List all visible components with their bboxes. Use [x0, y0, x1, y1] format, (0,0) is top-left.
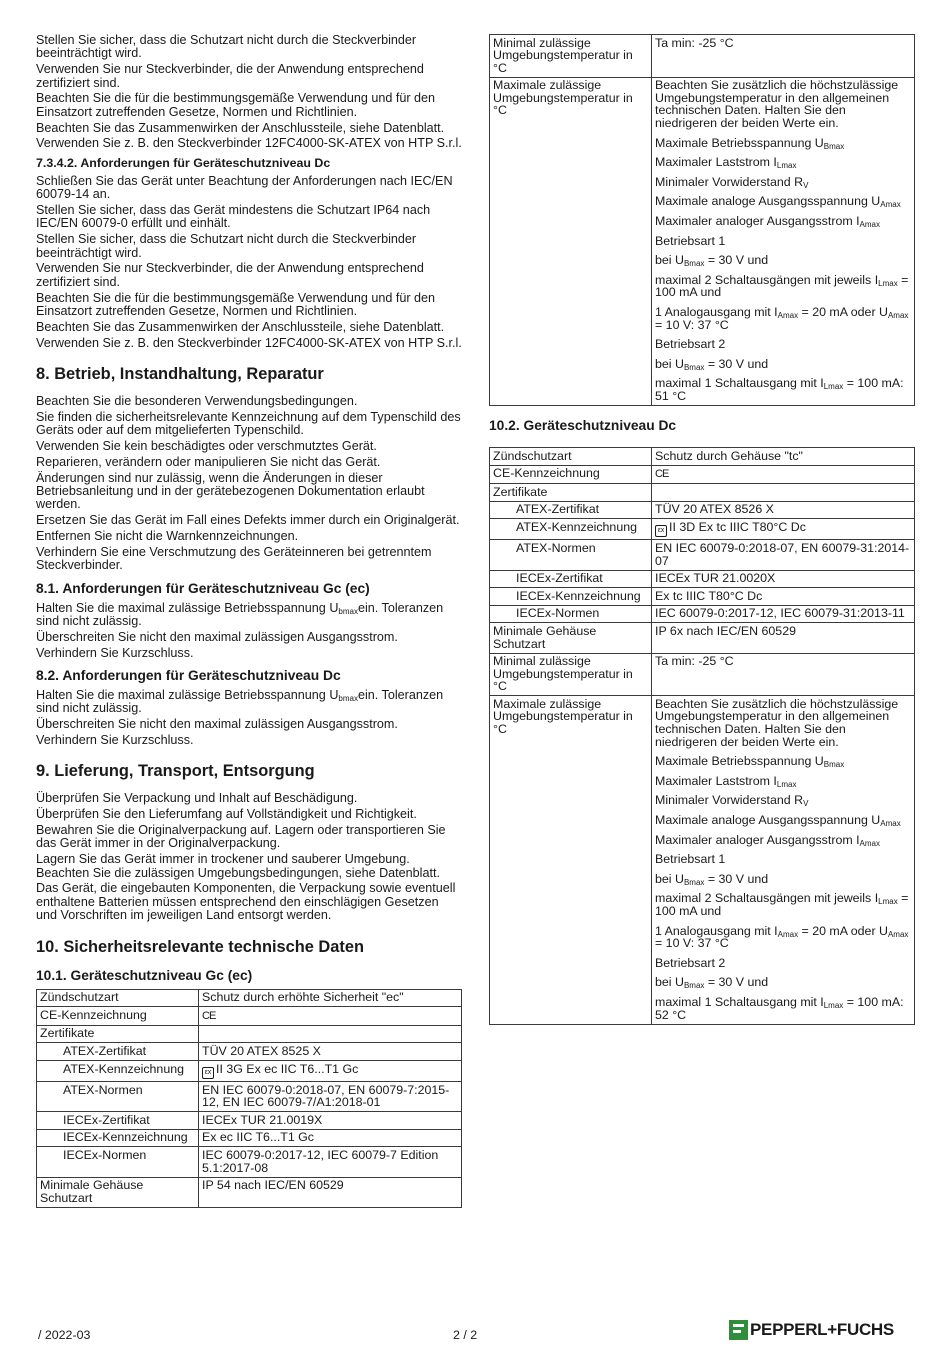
- table-row: [37, 1112, 462, 1130]
- table-row: [490, 623, 915, 653]
- text: = 100 mA und: [655, 891, 909, 918]
- left-column: [36, 34, 462, 1208]
- section-heading-10-1: 10.1. Geräteschutzniveau Gc (ec): [36, 967, 253, 983]
- table-value: IP 6x nach IEC/EN 60529: [652, 623, 915, 653]
- table-value: EN IEC 60079-0:2018-07, EN 60079-7:2015-12, EN IEC 60079-7/A1:2018-01: [199, 1082, 462, 1112]
- paragraph: Beachten Sie die besonderen Verwendungsbedingungen.: [36, 394, 358, 409]
- text: = 20 mA oder U: [798, 923, 888, 938]
- table-key: IECEx-Zertifikat: [37, 1112, 199, 1130]
- text: ein. Toleranzen sind nicht zulässig.: [36, 600, 444, 629]
- paragraph: Verhindern Sie Kurzschluss.: [36, 733, 194, 748]
- text: bei U: [655, 253, 684, 268]
- paragraph: Reparieren, verändern oder manipulieren Sie nicht das Gerät.: [36, 454, 381, 469]
- table-row: [490, 501, 915, 519]
- table-value: [652, 484, 915, 502]
- paragraph: Verwenden Sie z. B. den Steckverbinder 12FC4000-SK-ATEX von HTP S.r.l.: [36, 335, 462, 350]
- cell-text: [655, 176, 911, 189]
- table-row: [490, 588, 915, 606]
- spec-table-gc: [36, 989, 462, 1208]
- table-key: ATEX-Zertifikat: [490, 501, 652, 519]
- text: = 30 V und: [704, 253, 769, 268]
- table-row: [490, 540, 915, 570]
- text: 1 Analogausgang mit I: [655, 923, 778, 938]
- table-row: [37, 1147, 462, 1177]
- subscript: Bmax: [823, 760, 845, 770]
- table-row: [37, 1082, 462, 1112]
- text: = 20 mA oder U: [798, 305, 888, 319]
- table-row: [37, 1043, 462, 1061]
- cell-text: Betriebsart 2: [655, 337, 726, 352]
- table-key: CE-Kennzeichnung: [490, 465, 652, 484]
- paragraph: Verhindern Sie eine Verschmutzung des Geräteinneren bei getrenntem Steckverbinder.: [36, 544, 432, 573]
- text: Maximale Betriebsspannung U: [655, 135, 824, 150]
- table-value: Schutz durch Gehäuse "tc": [652, 448, 915, 466]
- text: bei U: [655, 975, 684, 990]
- table-row: [37, 989, 462, 1007]
- subscript: Lmax: [823, 382, 844, 392]
- cell-text: [655, 195, 911, 208]
- table-key: Minimale Gehäuse Schutzart: [37, 1177, 199, 1207]
- table-key: Minimal zulässige Umgebungstemperatur in °C: [490, 653, 652, 696]
- table-value: [199, 1025, 462, 1043]
- text: Maximaler Laststrom I: [655, 155, 777, 170]
- table-key: IECEx-Normen: [37, 1147, 199, 1177]
- table-key: Zündschutzart: [490, 448, 652, 466]
- paragraph: Lagern Sie das Gerät immer in trockener und sauberer Umgebung. Beachten Sie die zulässigen Umgebungsbedingungen, siehe Datenblatt.: [36, 852, 440, 880]
- subscript: Lmax: [878, 897, 898, 907]
- cell-text: Betriebsart 1: [655, 852, 726, 867]
- text: maximal 1 Schaltausgang mit I: [655, 994, 824, 1009]
- table-value: IEC 60079-0:2017-12, IEC 60079-7 Edition 5.1:2017-08: [199, 1147, 462, 1177]
- table-key: Zertifikate: [37, 1025, 199, 1043]
- table-row: [37, 1177, 462, 1207]
- ex-hexagon-icon: εx: [202, 1067, 214, 1079]
- table-value: Ex tc IIIC T80°C Dc: [652, 588, 915, 606]
- table-value: Ta min: -25 °C: [652, 653, 915, 696]
- table-row: [490, 484, 915, 502]
- table-value: IEC 60079-0:2017-12, IEC 60079-31:2013-11: [652, 605, 915, 623]
- paragraph: Schließen Sie das Gerät unter Beachtung der Anforderungen nach IEC/EN 60079-14 an.: [36, 173, 453, 202]
- text: Minimaler Vorwiderstand R: [655, 174, 804, 189]
- table-key: Zündschutzart: [37, 989, 199, 1007]
- cell-text: Beachten Sie zusätzlich die höchstzulässige Umgebungstemperatur in den allgemeinen technischen Daten. Halten Sie den niedrigeren der beiden Werte ein.: [655, 78, 899, 131]
- text: Maximaler analoger Ausgangsstrom I: [655, 214, 860, 229]
- paragraph: Ersetzen Sie das Gerät im Fall eines Defekts immer durch ein Originalgerät.: [36, 513, 460, 528]
- footer-date: / 2022-03: [38, 1328, 91, 1342]
- subscript: Amax: [887, 311, 909, 320]
- table-value: IECEx TUR 21.0019X: [199, 1112, 462, 1130]
- cell-text: [655, 254, 911, 267]
- text: Maximale analoge Ausgangsspannung U: [655, 194, 881, 209]
- text: = 100 mA: 52 °C: [655, 994, 904, 1022]
- paragraph: Verwenden Sie z. B. den Steckverbinder 12FC4000-SK-ATEX von HTP S.r.l.: [36, 136, 462, 151]
- table-key: CE-Kennzeichnung: [37, 1007, 199, 1026]
- table-row: [490, 465, 915, 484]
- subscript: V: [803, 799, 809, 809]
- subscript: Amax: [880, 819, 901, 829]
- text: bei U: [655, 356, 684, 371]
- cell-text: Betriebsart 1: [655, 233, 726, 248]
- section-heading-9: 9. Lieferung, Transport, Entsorgung: [36, 762, 315, 781]
- paragraph: Überschreiten Sie nicht den maximal zulässigen Ausgangsstrom.: [36, 629, 398, 644]
- paragraph: Stellen Sie sicher, dass die Schutzart nicht durch die Steckverbinder beeinträchtigt wird.: [36, 33, 417, 61]
- paragraph: Beachten Sie die für die bestimmungsgemäße Verwendung und für den Einsatzort zutreffenden Gesetze, Normen und Richtlinien.: [36, 91, 436, 119]
- paragraph: Beachten Sie das Zusammenwirken der Anschlussteile, siehe Datenblatt.: [36, 319, 445, 334]
- table-key: ATEX-Normen: [37, 1082, 199, 1112]
- text: = 30 V und: [704, 975, 769, 990]
- table-row: [37, 1025, 462, 1043]
- text: II 3G Ex ec IIC T6...T1 Gc: [216, 1061, 359, 1076]
- cell-text: [655, 137, 911, 150]
- text: maximal 2 Schaltausgängen mit jeweils I: [655, 272, 879, 287]
- table-value: EN IEC 60079-0:2018-07, EN 60079-31:2014-07: [652, 540, 915, 570]
- ex-hexagon-icon: εx: [655, 525, 667, 537]
- table-row: [37, 1007, 462, 1026]
- paragraph: Verwenden Sie nur Steckverbinder, die der Anwendung entsprechend zertifiziert sind.: [36, 261, 424, 289]
- paragraph: Verwenden Sie kein beschädigtes oder verschmutztes Gerät.: [36, 439, 377, 454]
- cell-text: [655, 996, 911, 1021]
- table-value: [199, 1007, 462, 1026]
- table-row: [37, 1129, 462, 1147]
- paragraph: [36, 602, 462, 629]
- table-row: [490, 696, 915, 1024]
- table-key: Zertifikate: [490, 484, 652, 502]
- table-value: [652, 519, 915, 540]
- ce-mark-icon: CE: [202, 1009, 216, 1022]
- text: = 10 V: 37 °C: [655, 936, 729, 951]
- table-value: IECEx TUR 21.0020X: [652, 570, 915, 588]
- section-heading-10-2: 10.2. Geräteschutzniveau Dc: [489, 418, 677, 434]
- subscript: Amax: [887, 929, 909, 939]
- paragraph: Stellen Sie sicher, dass das Gerät mindestens die Schutzart IP64 nach IEC/EN 60079-0 erfüllt und einhält.: [36, 203, 431, 231]
- page-number: 2 / 2: [453, 1328, 478, 1342]
- table-value: TÜV 20 ATEX 8526 X: [652, 501, 915, 519]
- table-value: Ta min: -25 °C: [652, 35, 915, 78]
- text: II 3D Ex tc IIIC T80°C Dc: [669, 519, 806, 534]
- subscript: Bmax: [683, 981, 705, 991]
- subscript: Lmax: [823, 1000, 844, 1010]
- subscript: Bmax: [683, 877, 705, 887]
- table-row: [490, 653, 915, 696]
- table-key: ATEX-Kennzeichnung: [490, 519, 652, 540]
- pepperl-fuchs-logo-mark-icon: [729, 1320, 748, 1340]
- subscript: V: [803, 180, 809, 190]
- paragraph: Änderungen sind nur zulässig, wenn die Änderungen in dieser Betriebsanleitung und in der gerätebezogenen Dokumentation erlaubt werden.: [36, 470, 425, 512]
- cell-text: [655, 834, 911, 847]
- table-value: TÜV 20 ATEX 8525 X: [199, 1043, 462, 1061]
- text: = 30 V und: [704, 871, 769, 886]
- section-heading-10: 10. Sicherheitsrelevante technische Daten: [36, 937, 364, 956]
- cell-text: [655, 775, 911, 788]
- table-value: IP 54 nach IEC/EN 60529: [199, 1177, 462, 1207]
- subscript: Lmax: [878, 278, 898, 288]
- cell-text: [655, 274, 911, 299]
- subscript: Amax: [880, 200, 901, 210]
- cell-text: [655, 215, 911, 228]
- table-value: [652, 77, 915, 405]
- text: Maximaler Laststrom I: [655, 773, 777, 788]
- table-value: [199, 1061, 462, 1082]
- paragraph: Stellen Sie sicher, dass die Schutzart nicht durch die Steckverbinder beeinträchtigt wird.: [36, 232, 417, 260]
- section-heading-7-3-4-2: 7.3.4.2. Anforderungen für Geräteschutzniveau Dc: [36, 155, 331, 170]
- table-key: IECEx-Zertifikat: [490, 570, 652, 588]
- table-key: ATEX-Normen: [490, 540, 652, 570]
- spec-table-dc: [489, 447, 915, 1025]
- text: maximal 2 Schaltausgängen mit jeweils I: [655, 891, 879, 906]
- right-column: [489, 34, 915, 1025]
- section-heading-8-2: 8.2. Anforderungen für Geräteschutzniveau Dc: [36, 668, 341, 684]
- text: 1 Analogausgang mit I: [655, 305, 778, 319]
- table-row: [490, 570, 915, 588]
- text: maximal 1 Schaltausgang mit I: [655, 376, 824, 391]
- paragraph: Beachten Sie das Zusammenwirken der Anschlussteile, siehe Datenblatt.: [36, 120, 445, 135]
- paragraph: Sie finden die sicherheitsrelevante Kennzeichnung auf dem Typenschild des Geräts oder auf dem mitgelieferten Typenschild.: [36, 409, 461, 438]
- cell-text: [655, 358, 911, 371]
- paragraph: [36, 689, 462, 716]
- table-value: Ex ec IIC T6...T1 Gc: [199, 1129, 462, 1147]
- table-value: [652, 696, 915, 1024]
- text: Halten Sie die maximal zulässige Betriebsspannung U: [36, 600, 339, 615]
- table-key: IECEx-Kennzeichnung: [490, 588, 652, 606]
- paragraph: Überprüfen Sie den Lieferumfang auf Vollständigkeit und Richtigkeit.: [36, 807, 417, 822]
- paragraph: Beachten Sie die für die bestimmungsgemäße Verwendung und für den Einsatzort zutreffenden Gesetze, Normen und Richtlinien.: [36, 290, 436, 319]
- paragraph: Bewahren Sie die Originalverpackung auf. Lagern oder transportieren Sie das Gerät immer in der Originalverpackung.: [36, 823, 446, 851]
- table-key: ATEX-Kennzeichnung: [37, 1061, 199, 1082]
- paragraph: Überschreiten Sie nicht den maximal zulässigen Ausgangsstrom.: [36, 717, 398, 732]
- cell-text: [655, 976, 911, 989]
- table-value: Schutz durch erhöhte Sicherheit "ec": [199, 989, 462, 1007]
- pepperl-fuchs-logo: [729, 1320, 894, 1340]
- cell-text: [655, 873, 911, 886]
- table-row: [490, 605, 915, 623]
- text: Maximale analoge Ausgangsspannung U: [655, 813, 881, 828]
- logo-text: PEPPERL+FUCHS: [750, 1320, 894, 1339]
- section-heading-8-1: 8.1. Anforderungen für Geräteschutzniveau Gc (ec): [36, 580, 370, 596]
- cell-text: Beachten Sie zusätzlich die höchstzulässige Umgebungstemperatur in den allgemeinen technischen Daten. Halten Sie den niedrigeren der beiden Werte ein.: [655, 696, 899, 749]
- text: = 100 mA: 51 °C: [655, 376, 904, 403]
- text: = 30 V und: [704, 356, 769, 371]
- subscript: Bmax: [683, 259, 705, 269]
- cell-text: [655, 755, 911, 768]
- text: Maximale Betriebsspannung U: [655, 754, 824, 769]
- section-heading-8: 8. Betrieb, Instandhaltung, Reparatur: [36, 365, 324, 384]
- ce-mark-icon: CE: [655, 468, 669, 481]
- subscript: Amax: [777, 929, 799, 939]
- paragraph: Das Gerät, die eingebauten Komponenten, die Verpackung sowie eventuell enthaltene Batterien müssen entsprechend den einschlägigen Gesetzen und Vorschriften im jeweiligen Land entsorgt werden.: [36, 881, 456, 923]
- cell-text: [655, 892, 911, 917]
- table-key: IECEx-Normen: [490, 605, 652, 623]
- cell-text: [655, 377, 911, 402]
- subscript: Lmax: [776, 161, 797, 171]
- table-key: Minimal zulässige Umgebungstemperatur in °C: [490, 35, 652, 78]
- cell-text: [655, 156, 911, 169]
- text: Minimaler Vorwiderstand R: [655, 793, 804, 808]
- subscript: Amax: [859, 220, 880, 230]
- text: Halten Sie die maximal zulässige Betriebsspannung U: [36, 688, 339, 703]
- table-row: [490, 448, 915, 466]
- table-row: [37, 1061, 462, 1082]
- subscript: Bmax: [683, 362, 705, 372]
- subscript: bmax: [338, 694, 358, 704]
- subscript: bmax: [338, 606, 358, 616]
- spec-table-gc-continued: [489, 34, 915, 406]
- table-row: [490, 519, 915, 540]
- table-key: IECEx-Kennzeichnung: [37, 1129, 199, 1147]
- paragraph: Überprüfen Sie Verpackung und Inhalt auf Beschädigung.: [36, 791, 358, 806]
- cell-text: Betriebsart 2: [655, 955, 726, 970]
- paragraph: Verwenden Sie nur Steckverbinder, die der Anwendung entsprechend zertifiziert sind.: [36, 62, 424, 90]
- text: = 10 V: 37 °C: [655, 317, 729, 332]
- table-key: Maximale zulässige Umgebungstemperatur in °C: [490, 77, 652, 405]
- table-key: Minimale Gehäuse Schutzart: [490, 623, 652, 653]
- table-value: [652, 465, 915, 484]
- cell-text: [655, 306, 911, 331]
- subscript: Amax: [777, 311, 799, 320]
- subscript: Lmax: [776, 779, 797, 789]
- cell-text: [655, 814, 911, 827]
- cell-text: [655, 794, 911, 807]
- text: = 100 mA und: [655, 272, 909, 300]
- text: ein. Toleranzen sind nicht zulässig.: [36, 688, 444, 716]
- paragraph: Verhindern Sie Kurzschluss.: [36, 645, 194, 660]
- subscript: Amax: [859, 838, 880, 848]
- table-row: [490, 35, 915, 78]
- table-key: Maximale zulässige Umgebungstemperatur in °C: [490, 696, 652, 1024]
- subscript: Bmax: [823, 141, 845, 151]
- text: Maximaler analoger Ausgangsstrom I: [655, 832, 860, 847]
- table-row: [490, 77, 915, 405]
- cell-text: [655, 925, 911, 950]
- table-key: ATEX-Zertifikat: [37, 1043, 199, 1061]
- text: bei U: [655, 871, 684, 886]
- paragraph: Entfernen Sie nicht die Warnkennzeichnungen.: [36, 529, 299, 544]
